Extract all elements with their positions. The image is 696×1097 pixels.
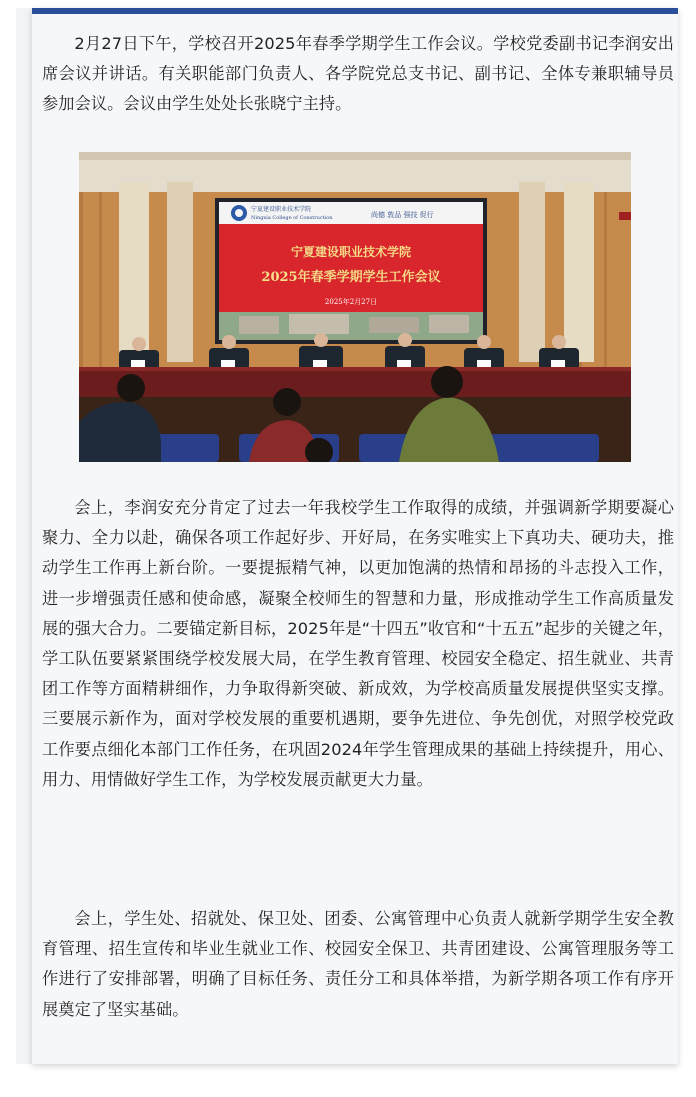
article-paragraph-3: 会上，学生处、招就处、保卫处、团委、公寓管理中心负责人就新学期学生安全教育管理、招生宣传和毕业生就业工作、校园安全保卫、共青团建设、公寓管理服务等工作进行了安排部署，明确了目标任务、责任分工和具体举措，为新学期各项工作有序开展奠定了坚实基础。 xyxy=(42,909,674,1019)
article-paragraph-1: 2月27日下午，学校召开2025年春季学期学生工作会议。学校党委副书记李润安出席会议并讲话。有关职能部门负责人、各学院党总支书记、副书记、全体专兼职辅导员参加会议。会议由学生处处长张晓宁主持。 xyxy=(42,34,674,114)
page-left-strip xyxy=(16,8,32,1064)
banner-motto: 尚德 敦品 强技 促行 xyxy=(371,211,434,219)
banner-title: 宁夏建设职业技术学院 xyxy=(290,245,412,259)
article-card xyxy=(32,8,678,1064)
meeting-photo xyxy=(79,152,631,462)
article-paragraph-2: 会上，李润安充分肯定了过去一年我校学生工作取得的成绩，并强调新学期要凝心聚力、全力以赴，确保各项工作起好步、开好局，在务实唯实上下真功夫、硬功夫，推动学生工作再上新台阶。一要提振精气神，以更加饱满的热情和昂扬的斗志投入工作，进一步增强责任感和使命感，凝聚全校师生的智慧和力量，形成推动学生工作高质量发展的强大合力。二要锚定新目标，2025年是“十四五”收官和“十五五”起步的关键之年，学工队伍要紧紧围绕学校发展大局，在学生教育管理、校园安全稳定、招生就业、共青团工作等方面精耕细作，力争取得新突破、新成效，为学校高质量发展提供坚实支撑。三要展示新作为，面对学校发展的重要机遇期，要争先进位、争先创优，对照学校党政工作要点细化本部门工作任务，在巩固2024年学生管理成果的基础上持续提升，用心、用力、用情做好学生工作，为学校发展贡献更大力量。 xyxy=(42,498,674,789)
banner-subtitle: 2025年春季学期学生工作会议 xyxy=(261,270,441,285)
banner-school-en: Ningxia College of Construction xyxy=(251,215,333,221)
banner-date: 2025年2月27日 xyxy=(324,298,378,306)
accent-top-bar xyxy=(32,8,678,14)
banner-school-cn-small: 宁夏建设职业技术学院 xyxy=(251,206,312,213)
